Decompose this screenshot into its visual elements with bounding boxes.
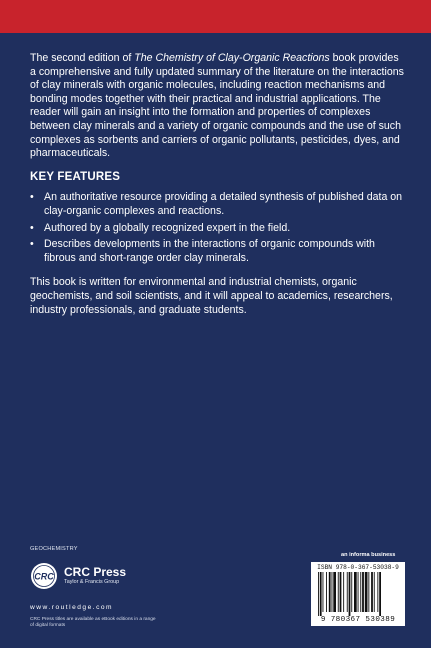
barcode-bar (329, 572, 331, 612)
barcode-bar (332, 572, 333, 612)
barcode-bar (374, 572, 375, 612)
barcode-icon (318, 572, 398, 616)
isbn-digits: 9 780367 530389 (320, 616, 396, 624)
back-cover-text (30, 52, 404, 327)
feature-item (30, 191, 404, 218)
barcode-bar (354, 572, 357, 612)
barcode-bar (340, 572, 342, 612)
barcode-bar (347, 572, 348, 612)
publisher-group: Taylor & Francis Group (64, 579, 120, 585)
feature-text: An authoritative resource providing a detailed synthesis of published data on clay-organic complexes and reactions. (44, 191, 403, 217)
barcode-bar (379, 572, 381, 616)
barcode-bar (377, 572, 378, 612)
key-features-list (30, 191, 404, 265)
intro-lead: The second edition of (30, 52, 135, 64)
feature-item (30, 222, 404, 236)
barcode-bar (351, 572, 352, 612)
barcode-bar (368, 572, 369, 612)
isbn-label: ISBN 978-0-367-53038-9 (317, 564, 399, 571)
barcode-bar (365, 572, 368, 612)
barcode-bar (323, 572, 324, 612)
intro-rest: book provides a comprehensive and fully updated summary of the literature on the interactions of clay minerals with organic molecules, including reaction mechanisms and bonding modes together with their practical and industrial applications. The reader will gain an insight into the formation and properties of complexes between clay minerals and a variety of organic compounds and the use of such complexes as sorbents and carriers of organic pollutants, pesticides, dyes, and pharmaceuticals. (30, 52, 404, 160)
top-color-band (0, 0, 431, 33)
barcode-bar (362, 572, 364, 612)
publisher-website[interactable]: www.routledge.com (30, 604, 114, 611)
book-title-italic: The Chemistry of Clay-Organic Reactions (134, 52, 330, 64)
bullet-icon: • (30, 221, 34, 234)
logo-lettering: CRC (34, 571, 54, 582)
publisher-name: CRC Press (64, 565, 127, 579)
bullet-icon: • (30, 238, 34, 251)
barcode-bar (320, 572, 322, 616)
audience-paragraph: This book is written for environmental and industrial chemists, organic geochemists, and soil scientists, and it will appeal to academics, researchers, industry professionals, and graduate students. (30, 276, 393, 316)
crc-logo-icon (30, 562, 58, 590)
barcode-bar (333, 572, 336, 612)
bullet-icon: • (30, 191, 34, 204)
barcode-bar (349, 572, 351, 616)
intro-paragraph (30, 52, 404, 161)
barcode-bar (338, 572, 339, 612)
feature-text: Authored by a globally recognized expert in the field. (44, 221, 291, 234)
barcode-bar (318, 572, 319, 616)
feature-item (30, 238, 404, 265)
informa-tagline: an informa business (341, 552, 396, 558)
barcode-bar (360, 572, 361, 612)
barcode-bar (326, 572, 327, 612)
isbn-barcode (311, 562, 405, 626)
barcode-bar (358, 572, 359, 612)
key-features-heading: KEY FEATURES (30, 170, 121, 183)
publisher-logo (30, 560, 180, 600)
barcode-bar (343, 572, 344, 612)
feature-text: Describes developments in the interactions of organic compounds with fibrous and short-range order clay minerals. (44, 238, 375, 264)
ebook-note: CRC Press titles are available as eBook editions in a range of digital formats (30, 617, 156, 629)
subject-category: GEOCHEMISTRY (30, 546, 78, 552)
barcode-bar (371, 572, 373, 612)
